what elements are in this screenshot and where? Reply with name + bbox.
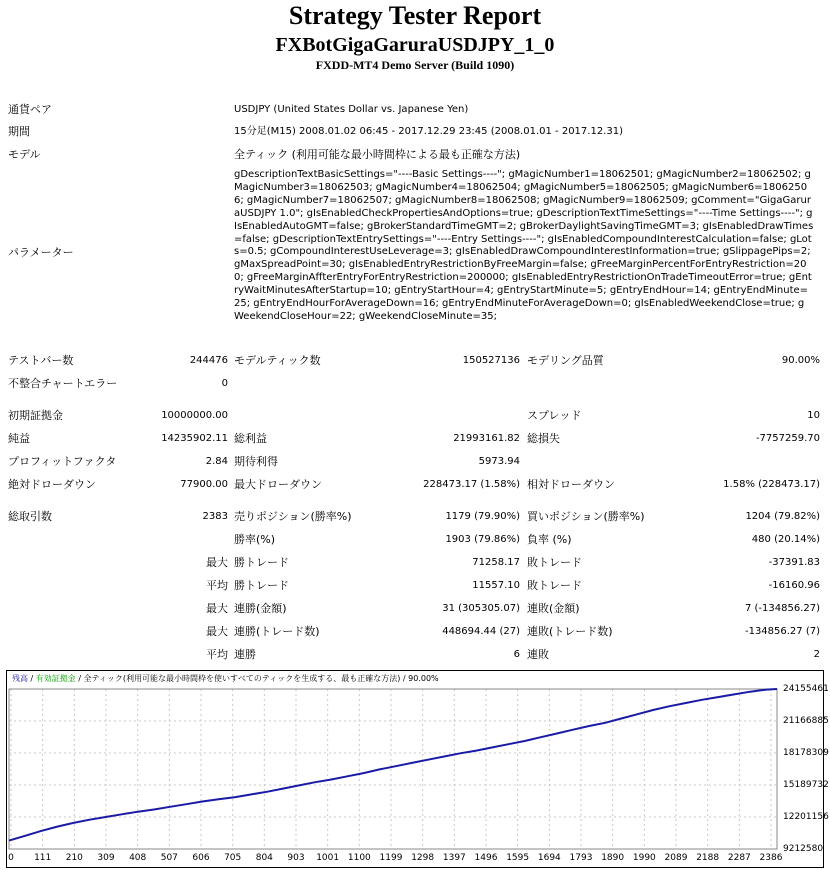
quality-value: 90.00% [781, 355, 820, 366]
report-title: Strategy Tester Report [288, 1, 542, 30]
short-label: 売りポジション(勝率%) [234, 510, 352, 523]
legend-equity: 有効証拠金 [35, 674, 76, 683]
legend-separator: / [75, 674, 84, 683]
y-tick-label: 21166885 [783, 716, 829, 726]
quality-label: モデリング品質 [527, 354, 604, 367]
x-tick-label: 1199 [379, 853, 403, 863]
x-tick-label: 1397 [442, 853, 466, 863]
params-value: gDescriptionTextBasicSettings="----Basic Settings----"; gMagicNumber1=18062501; gMagicNumber2=18062502; gMagicNumber3=18062503; gMagicNumber4=18062504; gMagicNumber5=18062505; gMagicNumber6=18062506; gMagicNumber7=18062507; gMagicNumber8=18062508; gMagicNumber9=18062509; gComment="GigaGaruraUSDJPY 1.0"; gIsEnabledCheckPropertiesAndOptions=true; gDescriptionTextTimeSettings="----Time Settings----"; gIsEnabledAutoGMT=false; gBrokerStandardTimeGMT=2; gBrokerDaylightSavingTimeGMT=3; gIsEnabledDrawTimes=false; gDescriptionTextEntrySettings="----Entry Settings----"; gIsEnabledCompoundInterestCalculation=false; gLots=0.5; gCompoundInterestUseLeverage=3; gIsEnabledDrawCompoundInterestInformation=true; gSlippagePips=2; gMaxSpreadPoint=30; gIsEnabledEntryRestrictionByFreeMargin=false; gFreeMarginPercentForEntryRestriction=200; gFreeMarginAffterEntryForEntryRestriction=200000; gIsEnabledEntryRestrictionOnTradeTimeoutError=true; gEntryWaitMinutesAfterStartup=10; gEntryStartHour=4; gEntryStartMinute=5; gEntryEndHour=14; gEntryEndMinute=25; gEntryEndHourForAverageDown=16; gEntryEndMinuteForAverageDown=0; gIsEnabledWeekendClose=true; gWeekendCloseHour=22; gWeekendCloseMinute=35; [234, 169, 814, 322]
x-tick-label: 408 [129, 853, 147, 863]
net-value: 14235902.11 [161, 433, 228, 444]
deposit-label: 初期証拠金 [8, 409, 63, 422]
largest-win-label: 勝トレード [234, 556, 289, 569]
x-tick-label: 210 [65, 853, 83, 863]
legend-model: 全ティック(利用可能な最小時間枠を使いすべてのティックを生成する、最も正確な方法) / 90.00% [83, 674, 439, 683]
x-tick-label: 1793 [569, 853, 593, 863]
plot-area [9, 689, 777, 849]
avg-cons-losses-value: 2 [813, 649, 820, 660]
bars-value: 244476 [189, 355, 228, 366]
gross-profit-label: 総利益 [234, 432, 267, 445]
cons-losses-money-label: 連敗(金額) [527, 602, 580, 615]
y-tick-label: 18178309 [783, 748, 829, 758]
x-tick-label: 1595 [506, 853, 530, 863]
ea-name: FXBotGigaGaruraUSDJPY_1_0 [275, 34, 555, 56]
y-tick-label: 24155461 [783, 684, 829, 694]
y-tick-label: 12201156 [783, 812, 829, 822]
avg-word-2: 平均 [206, 648, 228, 661]
params-label: パラメーター [8, 246, 74, 259]
max-dd-value: 228473.17 (1.58%) [423, 479, 520, 490]
rel-dd-label: 相対ドローダウン [527, 478, 615, 491]
balance-chart [6, 670, 829, 868]
chart-legend [12, 673, 439, 685]
rel-dd-value: 1.58% (228473.17) [723, 479, 820, 490]
x-tick-label: 705 [224, 853, 242, 863]
win-pct-label: 勝率(%) [234, 533, 276, 546]
net-label: 純益 [8, 432, 30, 445]
spread-value: 10 [807, 410, 820, 421]
max-word-3: 最大 [206, 625, 228, 638]
payoff-value: 5973.94 [478, 456, 520, 467]
legend-balance: 残高 [12, 674, 28, 683]
x-tick-label: 1890 [601, 853, 625, 863]
symbol-label: 通貨ペア [8, 103, 52, 116]
largest-loss-label: 敗トレード [527, 556, 582, 569]
period-value: 15分足(M15) 2008.01.02 06:45 - 2017.12.29 23:45 (2008.01.01 - 2017.12.31) [234, 126, 623, 137]
x-tick-label: 606 [192, 853, 210, 863]
avg-cons-wins-value: 6 [513, 649, 520, 660]
model-value: 全ティック (利用可能な最小時間枠による最も正確な方法) [234, 148, 521, 161]
cons-losses-count-label: 連敗(トレード数) [527, 625, 613, 638]
avg-word: 平均 [206, 579, 228, 592]
avg-win-value: 11557.10 [472, 580, 520, 591]
x-tick-label: 1298 [411, 853, 435, 863]
gross-profit-value: 21993161.82 [453, 433, 520, 444]
payoff-label: 期待利得 [234, 455, 278, 468]
x-tick-label: 2089 [664, 853, 688, 863]
x-tick-label: 2386 [759, 853, 783, 863]
x-tick-label: 309 [97, 853, 115, 863]
trades-value: 2383 [202, 511, 228, 522]
win-pct-value: 1903 (79.86%) [445, 534, 520, 545]
long-label: 買いポジション(勝率%) [527, 510, 645, 523]
cons-wins-money-label: 連勝(金額) [234, 602, 287, 615]
ticks-value: 150527136 [462, 355, 520, 366]
long-value: 1204 (79.82%) [745, 511, 820, 522]
y-tick-label: 9212580 [783, 844, 824, 854]
max-dd-label: 最大ドローダウン [234, 478, 322, 491]
abs-dd-value: 77900.00 [180, 479, 228, 490]
mismatch-value: 0 [221, 378, 228, 389]
y-tick-label: 15189732 [783, 780, 829, 790]
cons-wins-money-value: 31 (305305.07) [442, 603, 520, 614]
cons-wins-count-label: 連勝(トレード数) [234, 625, 320, 638]
trades-label: 総取引数 [8, 510, 52, 523]
largest-loss-value: -37391.83 [768, 557, 820, 568]
pf-label: プロフィットファクタ [8, 455, 117, 468]
max-word-2: 最大 [206, 602, 228, 615]
avg-cons-losses-label: 連敗 [527, 648, 549, 661]
x-tick-label: 0 [8, 853, 14, 863]
legend-separator: / [28, 674, 36, 683]
bars-label: テストバー数 [8, 354, 74, 367]
deposit-value: 10000000.00 [161, 410, 228, 421]
pf-value: 2.84 [205, 456, 228, 467]
x-tick-label: 804 [255, 853, 273, 863]
cons-losses-money-value: 7 (-134856.27) [744, 603, 820, 614]
avg-win-label: 勝トレード [234, 579, 289, 592]
balance-chart-svg [7, 671, 823, 867]
x-tick-label: 1100 [347, 853, 371, 863]
cons-wins-count-value: 448694.44 (27) [442, 626, 520, 637]
avg-cons-wins-label: 連勝 [234, 648, 256, 661]
short-value: 1179 (79.90%) [445, 511, 520, 522]
max-word: 最大 [206, 556, 228, 569]
avg-loss-label: 敗トレード [527, 579, 582, 592]
symbol-value: USDJPY (United States Dollar vs. Japanese Yen) [234, 104, 469, 115]
balance-line [9, 689, 777, 841]
loss-pct-value: 480 (20.14%) [751, 534, 820, 545]
mismatch-label: 不整合チャートエラー [8, 377, 118, 390]
ticks-label: モデルティック数 [234, 354, 321, 367]
x-tick-label: 2188 [696, 853, 720, 863]
avg-loss-value: -16160.96 [768, 580, 820, 591]
x-tick-label: 1496 [474, 853, 498, 863]
x-tick-label: 2287 [727, 853, 751, 863]
x-tick-label: 1001 [316, 853, 340, 863]
spread-label: スプレッド [527, 409, 582, 422]
loss-pct-label: 負率 (%) [527, 533, 572, 546]
x-tick-label: 1990 [632, 853, 656, 863]
gross-loss-value: -7757259.70 [755, 433, 820, 444]
model-label: モデル [8, 148, 41, 161]
cons-losses-count-value: -134856.27 (7) [744, 626, 820, 637]
abs-dd-label: 絶対ドローダウン [8, 478, 96, 491]
x-tick-label: 903 [287, 853, 305, 863]
x-tick-label: 507 [160, 853, 178, 863]
x-tick-label: 1694 [537, 853, 561, 863]
period-label: 期間 [8, 125, 30, 138]
largest-win-value: 71258.17 [472, 557, 520, 568]
x-tick-label: 111 [34, 853, 52, 863]
server-name: FXDD-MT4 Demo Server (Build 1090) [315, 58, 515, 72]
gross-loss-label: 総損失 [527, 432, 560, 445]
